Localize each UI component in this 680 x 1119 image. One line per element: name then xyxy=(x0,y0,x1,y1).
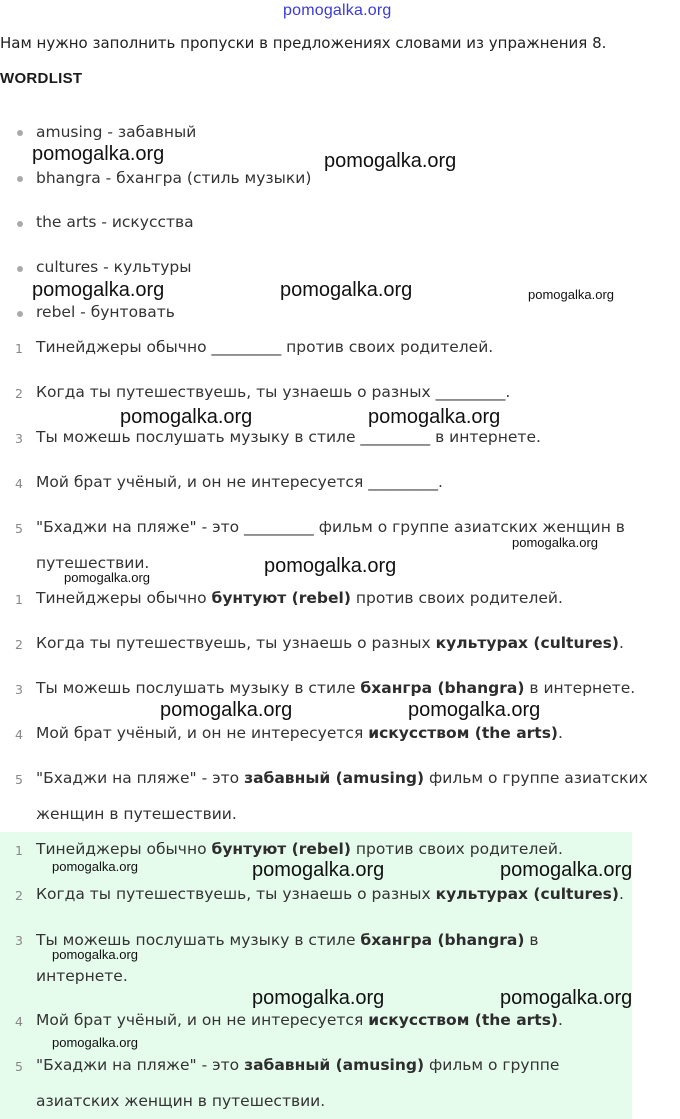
exercise-sentence: "Бхаджи на пляже" - это _________ фильм о группе азиатских женщин в путешествии. xyxy=(36,518,625,572)
watermark: pomogalka.org xyxy=(252,987,385,1009)
site-logo[interactable]: pomogalka.org xyxy=(283,2,392,19)
answer-word: забавный (amusing) xyxy=(244,1056,425,1074)
answer-sentence-highlighted: "Бхаджи на пляже" - это забавный (amusing) фильм о группе азиатских женщин в путешествии. xyxy=(36,1056,560,1110)
answer-word: бунтуют (rebel) xyxy=(211,589,351,607)
answer-word: культурах (cultures) xyxy=(435,885,619,903)
watermark: pomogalka.org xyxy=(32,143,165,165)
answer-sentence-highlighted: Когда ты путешествуешь, ты узнаешь о разных культурах (cultures). xyxy=(36,885,624,903)
item-number: 5 xyxy=(15,772,23,787)
exercise-sentence: Ты можешь послушать музыку в стиле _________ в интернете. xyxy=(36,428,541,446)
watermark: pomogalka.org xyxy=(252,859,385,881)
item-number: 1 xyxy=(15,592,23,607)
watermark: pomogalka.org xyxy=(500,859,633,881)
answer-word: бхангра (bhangra) xyxy=(360,931,525,949)
watermark: pomogalka.org xyxy=(512,535,598,550)
answer-sentence: "Бхаджи на пляже" - это забавный (amusing) фильм о группе азиатских женщин в путешествии. xyxy=(36,769,648,823)
bullet-icon xyxy=(17,176,23,182)
answer-word: искусством (the arts) xyxy=(368,724,559,742)
exercise-sentence: Когда ты путешествуешь, ты узнаешь о разных _________. xyxy=(36,383,511,401)
item-number: 5 xyxy=(15,1059,23,1074)
watermark: pomogalka.org xyxy=(528,287,614,302)
answer-sentence: Когда ты путешествуешь, ты узнаешь о разных культурах (cultures). xyxy=(36,634,624,652)
item-number: 4 xyxy=(15,1014,23,1029)
item-number: 2 xyxy=(15,637,23,652)
answer-sentence-highlighted: Тинейджеры обычно бунтуют (rebel) против своих родителей. xyxy=(36,840,563,858)
watermark: pomogalka.org xyxy=(32,279,165,301)
watermark: pomogalka.org xyxy=(408,699,541,721)
watermark: pomogalka.org xyxy=(264,555,397,577)
bullet-icon xyxy=(17,311,23,317)
answer-word: искусством (the arts) xyxy=(368,1011,559,1029)
item-number: 4 xyxy=(15,476,23,491)
watermark: pomogalka.org xyxy=(160,699,293,721)
watermark: pomogalka.org xyxy=(368,406,501,428)
watermark: pomogalka.org xyxy=(280,279,413,301)
watermark: pomogalka.org xyxy=(500,987,633,1009)
bullet-icon xyxy=(17,130,23,136)
answer-sentence: Ты можешь послушать музыку в стиле бхангра (bhangra) в интернете. xyxy=(36,679,636,697)
item-number: 3 xyxy=(15,682,23,697)
watermark: pomogalka.org xyxy=(52,947,138,962)
watermark: pomogalka.org xyxy=(52,859,138,874)
wordlist-item: amusing - забавный xyxy=(36,123,197,141)
item-number: 2 xyxy=(15,888,23,903)
wordlist-item: cultures - культуры xyxy=(36,258,192,276)
answer-word: бхангра (bhangra) xyxy=(360,679,525,697)
answer-sentence: Тинейджеры обычно бунтуют (rebel) против своих родителей. xyxy=(36,589,563,607)
answer-word: забавный (amusing) xyxy=(244,769,425,787)
wordlist-item: rebel - бунтовать xyxy=(36,303,175,321)
item-number: 5 xyxy=(15,521,23,536)
item-number: 4 xyxy=(15,727,23,742)
item-number: 1 xyxy=(15,843,23,858)
item-number: 1 xyxy=(15,341,23,356)
item-number: 3 xyxy=(15,431,23,446)
answer-sentence: Мой брат учёный, и он не интересуется искусством (the arts). xyxy=(36,724,563,742)
bullet-icon xyxy=(17,221,23,227)
answer-word: культурах (cultures) xyxy=(435,634,619,652)
exercise-sentence: Тинейджеры обычно _________ против своих родителей. xyxy=(36,338,494,356)
item-number: 2 xyxy=(15,386,23,401)
answer-word: бунтуют (rebel) xyxy=(211,840,351,858)
watermark: pomogalka.org xyxy=(324,150,457,172)
answer-sentence-highlighted: Ты можешь послушать музыку в стиле бхангра (bhangra) в интернете. xyxy=(36,931,539,985)
item-number: 3 xyxy=(15,933,23,948)
watermark: pomogalka.org xyxy=(64,570,150,585)
wordlist-title: WORDLIST xyxy=(0,70,83,87)
watermark: pomogalka.org xyxy=(52,1035,138,1050)
answer-sentence-highlighted: Мой брат учёный, и он не интересуется искусством (the arts). xyxy=(36,1011,563,1029)
watermark: pomogalka.org xyxy=(120,406,253,428)
bullet-icon xyxy=(17,266,23,272)
intro-text: Нам нужно заполнить пропуски в предложениях словами из упражнения 8. xyxy=(0,34,607,52)
wordlist-item: the arts - искусства xyxy=(36,213,194,231)
wordlist-item: bhangra - бхангра (стиль музыки) xyxy=(36,169,312,187)
exercise-sentence: Мой брат учёный, и он не интересуется _________. xyxy=(36,473,443,491)
